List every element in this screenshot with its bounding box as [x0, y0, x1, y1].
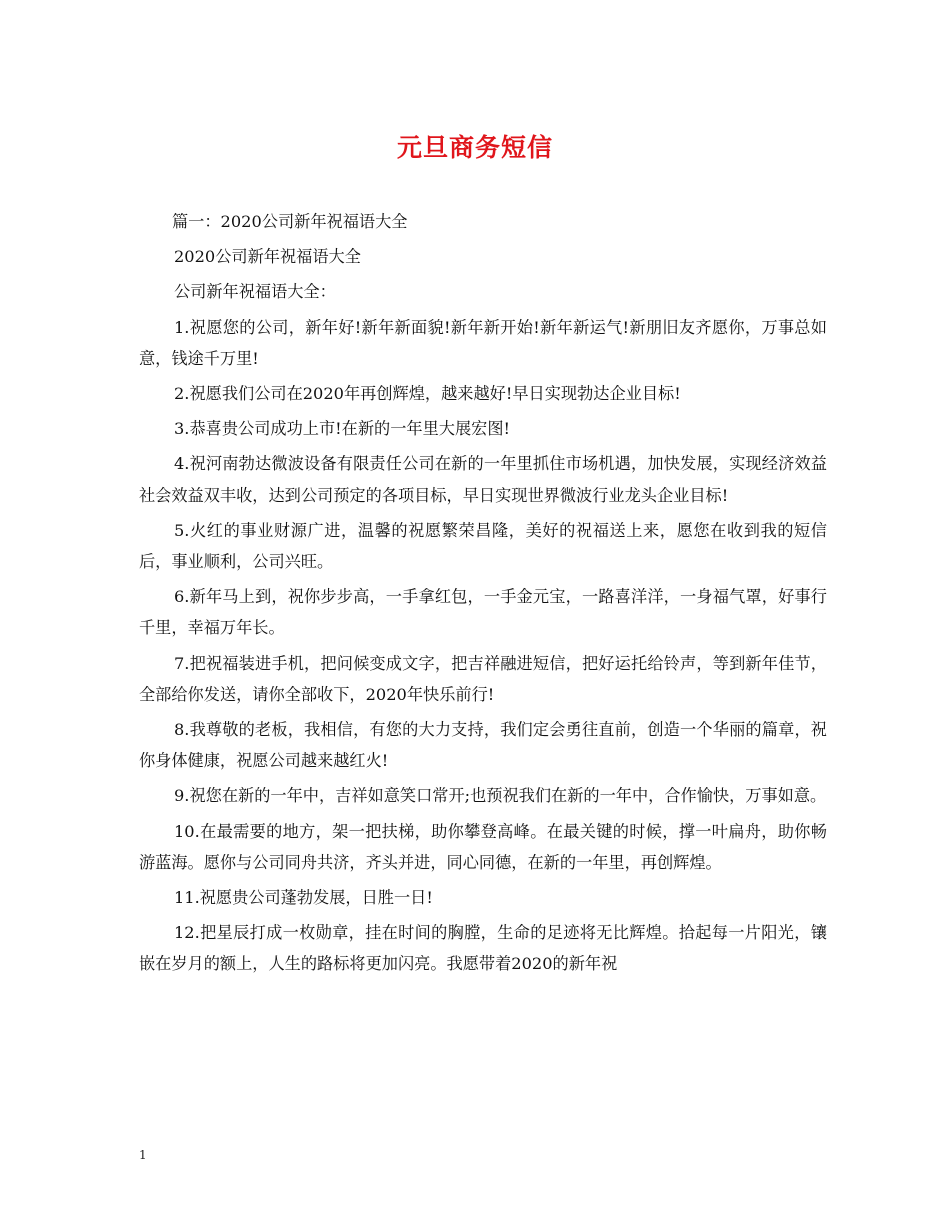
document-title: 元旦商务短信 [396, 133, 553, 162]
intro-line: 公司新年祝福语大全： [174, 282, 336, 302]
paragraph-item: 10.在最需要的地方，架一把扶梯，助你攀登高峰。在最关键的时候，撑一叶扁舟，助你畅游蓝海。愿你与公司同舟共济，齐头并进，同心同德，在新的一年里，再创辉煌。 [139, 821, 827, 872]
paragraph-item: 11.祝愿贵公司蓬勃发展，日胜一日! [174, 888, 433, 908]
page-number: 1 [139, 1148, 147, 1162]
paragraph-item: 7.把祝福装进手机，把问候变成文字，把吉祥融进短信，把好运托给铃声，等到新年佳节，全部给你发送，请你全部收下，2020年快乐前行! [139, 653, 827, 704]
paragraph-item: 5.火红的事业财源广进，温馨的祝愿繁荣昌隆，美好的祝福送上来，愿您在收到我的短信后，事业顺利，公司兴旺。 [139, 520, 827, 572]
section-heading: 篇一：2020公司新年祝福语大全 [172, 212, 408, 231]
paragraph-item: 1.祝愿您的公司，新年好!新年新面貌!新年新开始!新年新运气!新朋旧友齐愿你，万事总如意，钱途千万里! [139, 317, 827, 368]
paragraph-item: 3.恭喜贵公司成功上市!在新的一年里大展宏图! [174, 419, 511, 439]
paragraph-item: 9.祝您在新的一年中，吉祥如意笑口常开;也预祝我们在新的一年中，合作愉快，万事如意。 [174, 786, 827, 806]
paragraph-item: 12.把星辰打成一枚勋章，挂在时间的胸膛，生命的足迹将无比辉煌。拾起每一片阳光，镶嵌在岁月的额上，人生的路标将更加闪亮。我愿带着2020的新年祝 [139, 923, 827, 974]
document-body [139, 206, 827, 984]
paragraph-item: 6.新年马上到，祝你步步高，一手拿红包，一手金元宝，一路喜洋洋，一身福气罩，好事行千里，幸福万年长。 [139, 587, 827, 638]
paragraph-item: 4.祝河南勃达微波设备有限责任公司在新的一年里抓住市场机遇，加快发展，实现经济效益社会效益双丰收，达到公司预定的各项目标，早日实现世界微波行业龙头企业目标! [139, 454, 827, 505]
paragraph-item: 2.祝愿我们公司在2020年再创辉煌，越来越好!早日实现勃达企业目标! [174, 384, 681, 404]
subtitle-line: 2020公司新年祝福语大全 [174, 247, 361, 267]
paragraph-item: 8.我尊敬的老板，我相信，有您的大力支持，我们定会勇往直前，创造一个华丽的篇章，祝你身体健康，祝愿公司越来越红火! [139, 720, 827, 771]
